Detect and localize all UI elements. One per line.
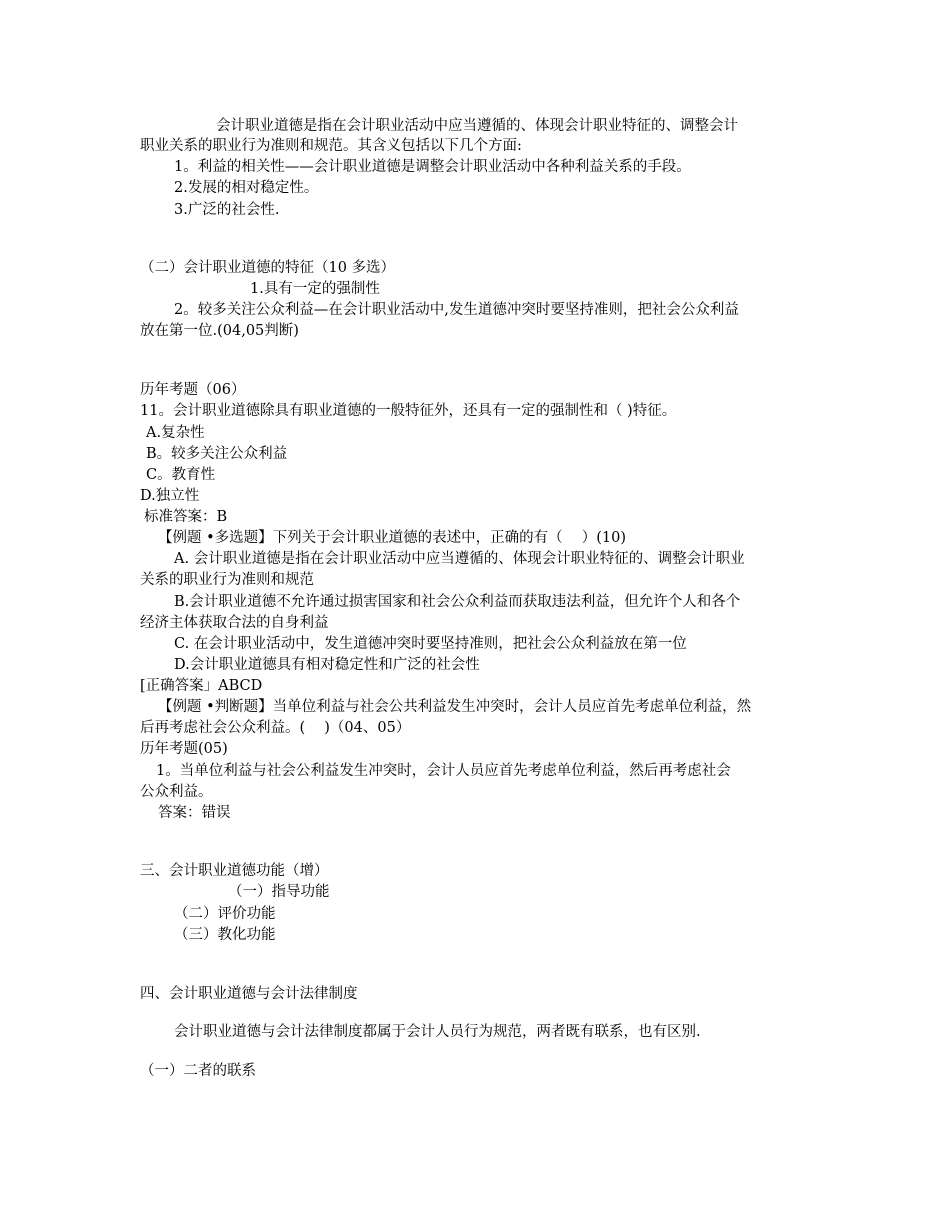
intro-line-1: 会计职业道德是指在会计职业活动中应当遵循的、体现会计职业特征的、调整会计 bbox=[216, 118, 738, 134]
intro-item-2: 2.发展的相对稳定性。 bbox=[174, 180, 319, 196]
exam05-question-line-2: 公众利益。 bbox=[140, 784, 213, 800]
example-multi-answer: [正确答案」ABCD bbox=[140, 678, 263, 694]
example-judge-line-1: 【例题 •判断题】当单位利益与社会公共利益发生冲突时，会计人员应首先考虑单位利益，然 bbox=[158, 699, 752, 715]
section3-item-2: （二）评价功能 bbox=[174, 906, 276, 922]
exam06-option-a: A.复杂性 bbox=[146, 425, 205, 441]
exam06-option-c: C。教育性 bbox=[146, 467, 216, 483]
intro-line-2: 职业关系的职业行为准则和规范。其含义包括以下几个方面: bbox=[140, 138, 522, 154]
example-multi-option-d: D.会计职业道德具有相对稳定性和广泛的社会性 bbox=[174, 657, 480, 673]
exam05-heading: 历年考题(05) bbox=[140, 741, 228, 757]
example-multi-option-a-line-1: A. 会计职业道德是指在会计职业活动中应当遵循的、体现会计职业特征的、调整会计职业 bbox=[174, 551, 745, 567]
example-multi-question: 【例题 •多选题】下列关于会计职业道德的表述中，正确的有（ ）(10) bbox=[158, 530, 627, 546]
exam05-question-line-1: 1。当单位利益与社会公利益发生冲突时，会计人员应首先考虑单位利益，然后再考虑社会 bbox=[156, 763, 731, 779]
exam06-answer: 标准答案：B bbox=[144, 509, 228, 525]
exam06-question: 11。会计职业道德除具有职业道德的一般特征外，还具有一定的强制性和（ )特征。 bbox=[140, 403, 677, 419]
features-item-2-line-1: 2。较多关注公众利益—在会计职业活动中,发生道德冲突时要坚持准则，把社会公众利益 bbox=[174, 302, 739, 318]
section3-item-3: （三）教化功能 bbox=[174, 927, 276, 943]
features-item-2-line-2: 放在第一位.(04,05判断) bbox=[140, 323, 299, 339]
example-multi-option-b-line-1: B.会计职业道德不允许通过损害国家和社会公众利益而获取违法利益，但允许个人和各个 bbox=[174, 594, 741, 610]
example-multi-option-a-line-2: 关系的职业行为准则和规范 bbox=[140, 572, 314, 588]
exam06-heading: 历年考题（06） bbox=[140, 382, 246, 398]
exam06-option-d: D.独立性 bbox=[140, 488, 200, 504]
section4-heading: 四、会计职业道德与会计法律制度 bbox=[140, 986, 358, 1002]
intro-item-3: 3.广泛的社会性. bbox=[174, 202, 280, 218]
section4-paragraph: 会计职业道德与会计法律制度都属于会计人员行为规范，两者既有联系，也有区别. bbox=[174, 1024, 701, 1040]
section3-heading: 三、会计职业道德功能（增） bbox=[140, 863, 329, 879]
features-item-1: 1.具有一定的强制性 bbox=[250, 281, 380, 297]
exam05-answer: 答案：错误 bbox=[158, 805, 231, 821]
section4-sub-heading: （一）二者的联系 bbox=[140, 1063, 256, 1079]
example-judge-line-2: 后再考虑社会公众利益。( )（04、05） bbox=[140, 720, 411, 736]
section3-item-1: （一）指导功能 bbox=[228, 884, 330, 900]
features-heading: （二）会计职业道德的特征（10 多选） bbox=[140, 260, 396, 276]
intro-item-1: 1。利益的相关性——会计职业道德是调整会计职业活动中各种利益关系的手段。 bbox=[174, 159, 691, 175]
example-multi-option-c: C. 在会计职业活动中，发生道德冲突时要坚持准则，把社会公众利益放在第一位 bbox=[174, 636, 687, 652]
example-multi-option-b-line-2: 经济主体获取合法的自身利益 bbox=[140, 615, 329, 631]
exam06-option-b: B。较多关注公众利益 bbox=[146, 446, 288, 462]
